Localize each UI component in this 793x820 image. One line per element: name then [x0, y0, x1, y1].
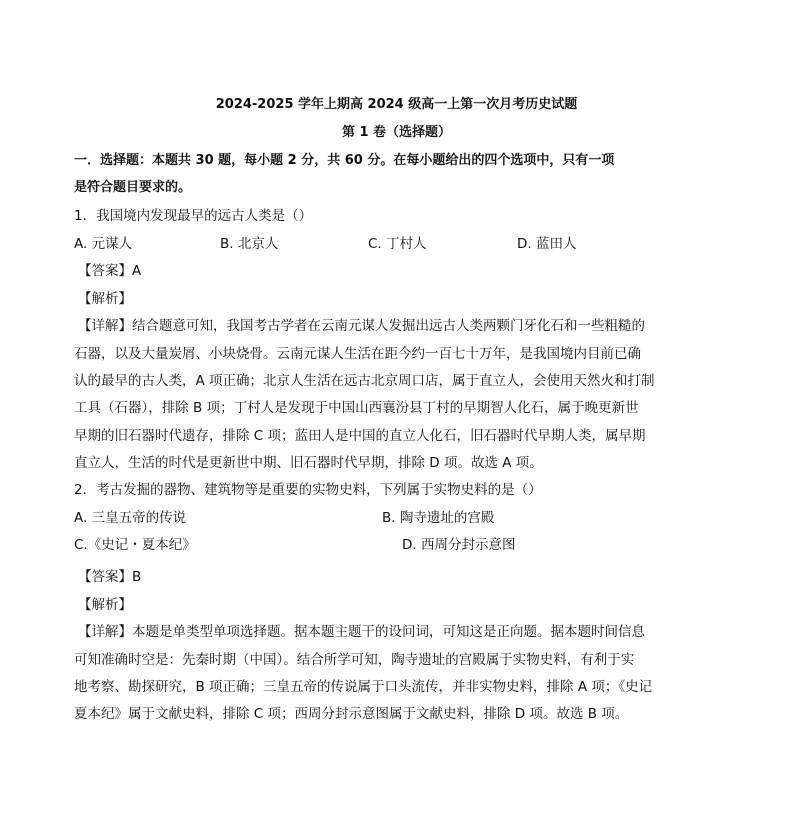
question-1-option-a: A. 元谋人 — [74, 236, 133, 252]
question-1-detail-line: 早期的旧石器时代遗存，排除 C 项；蓝田人是中国的直立人化石，旧石器时代早期人类，属早期 — [74, 428, 646, 444]
question-2-option-b: B. 陶寺遗址的宫殿 — [382, 510, 495, 526]
question-1-detail-line: 认的最早的古人类，A 项正确；北京人生活在远古北京周口店，属于直立人，会使用天然火和打制 — [74, 373, 655, 389]
question-1-stem: 1．我国境内发现最早的远古人类是（） — [74, 208, 313, 224]
question-2-option-d: D. 西周分封示意图 — [402, 537, 516, 553]
question-1-detail-line: 直立人，生活的时代是更新世中期、旧石器时代早期，排除 D 项。故选 A 项。 — [74, 455, 543, 471]
question-2-detail-line: 【详解】本题是单类型单项选择题。据本题主题干的设问词，可知这是正向题。据本题时间信息 — [78, 624, 645, 640]
question-2-analysis-label: 【解析】 — [78, 597, 132, 613]
question-1-option-b: B. 北京人 — [220, 236, 279, 252]
question-1-analysis-label: 【解析】 — [78, 291, 132, 307]
question-1-detail-line: 【详解】结合题意可知，我国考古学者在云南元谋人发掘出远古人类两颗门牙化石和一些粗糙的 — [78, 318, 645, 334]
question-1-option-c: C. 丁村人 — [368, 236, 427, 252]
question-1-option-d: D. 蓝田人 — [517, 236, 577, 252]
question-2-detail-line: 夏本纪》属于文献史料，排除 C 项；西周分封示意图属于文献史料，排除 D 项。故选 B 项。 — [74, 706, 629, 722]
question-2-stem: 2．考古发掘的器物、建筑物等是重要的实物史料，下列属于实物史料的是（） — [74, 482, 542, 498]
question-2-detail-line: 可知准确时空是：先秦时期（中国）。结合所学可知，陶寺遗址的宫殿属于实物史料，有利于实 — [74, 652, 635, 668]
question-2-option-c: C.《史记・夏本纪》 — [74, 537, 196, 553]
question-2-option-a: A. 三皇五帝的传说 — [74, 510, 187, 526]
exam-title: 2024-2025 学年上期高 2024 级高一上第一次月考历史试题 — [215, 97, 578, 112]
section-heading-line1: 一．选择题：本题共 30 题，每小题 2 分，共 60 分。在每小题给出的四个选项中，只有一项 — [74, 153, 615, 168]
question-2-detail-line: 地考察、勘探研究，B 项正确；三皇五帝的传说属于口头流传，并非实物史料，排除 A 项；《史记 — [74, 679, 653, 695]
question-1-answer: 【答案】A — [78, 263, 142, 279]
question-1-detail-line: 工具（石器），排除 B 项；丁村人是发现于中国山西襄汾县丁村的早期智人化石，属于晚更新世 — [74, 400, 639, 416]
exam-subtitle: 第 1 卷（选择题） — [341, 125, 452, 140]
section-heading-line2: 是符合题目要求的。 — [74, 180, 192, 195]
question-1-detail-line: 石器，以及大量炭屑、小块烧骨。云南元谋人生活在距今约一百七十万年，是我国境内目前已确 — [74, 346, 641, 362]
question-2-answer: 【答案】B — [78, 569, 142, 585]
